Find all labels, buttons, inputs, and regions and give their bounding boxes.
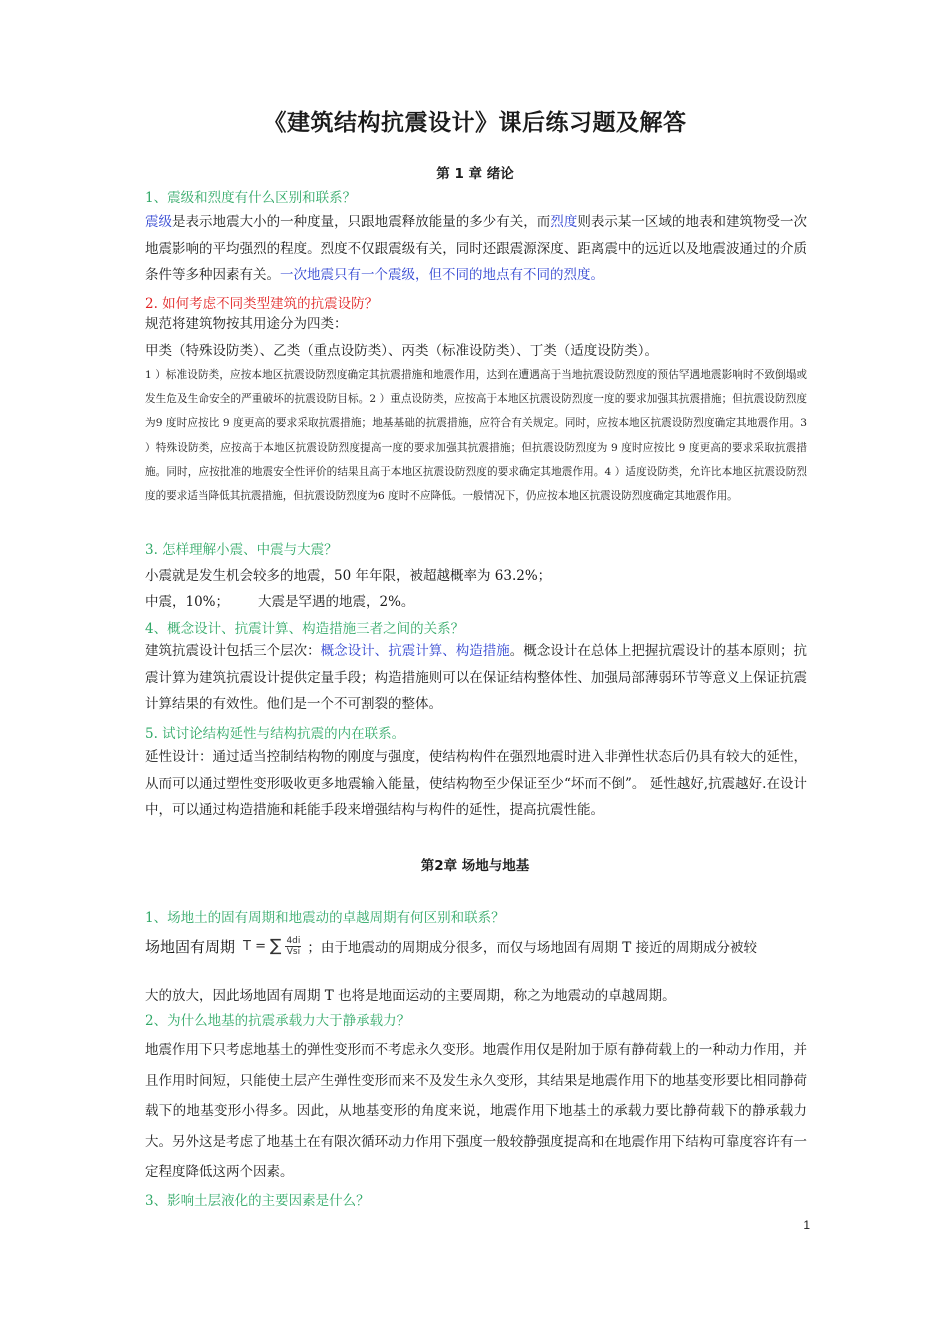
answer-1-1 [145,209,807,289]
sigma-glyph: ∑ [269,935,282,956]
answer-1-2-line2: 甲类（特殊设防类）、乙类（重点设防类）、丙类（标准设防类）、丁类（适度设防类）。 [145,343,658,359]
question-1-5: 5. 试讨论结构延性与结构抗震的内在联系。 [145,726,406,742]
answer-1-4 [145,638,807,718]
fraction-numerator: 4di [286,935,301,946]
question-1-1: 1、震级和烈度有什么区别和联系？ [145,190,357,206]
answer-2-2: 地震作用下只考虑地基土的弹性变形而不考虑永久变形。地震作用仅是附加于原有静荷载上的一种动力作用，并且作用时间短，只能使土层产生弹性变形而来不及发生永久变形，其结果是地震作用下的地基变形要比相同静荷载下的地基变形小得多。因此，从地基变形的角度来说，地震作用下地基土的承载力要比静荷载下的静承载力大。另外这是考虑了地基土在有限次循环动力作用下强度一般较静强度提高和在地震作用下结构可靠度容许有一定程度降低这两个因素。 [145,1042,807,1180]
period-formula [145,929,757,963]
question-1-4: 4、概念设计、抗震计算、构造措施三者之间的关系？ [145,621,465,637]
answer-text: 是表示地震大小的一种度量，只跟地震释放能量的多少有关，而 [172,214,551,230]
question-2-3: 3、影响土层液化的主要因素是什么？ [145,1193,370,1209]
question-1-3: 3. 怎样理解小震、中震与大震？ [145,542,338,558]
fraction-denominator: Vsi [286,946,301,957]
question-2-2: 2、为什么地基的抗震承载力大于静承载力？ [145,1013,411,1029]
answer-text: 。概念设计在总体上把握抗震设计的基本原则；抗震计算为建筑抗震设计提供定量手段；构造措施则可以在保证结构整体性、加强局部薄弱环节等意义上保证抗震计算结果的有效性。他们是一个不可割裂的整体。 [145,643,808,712]
chapter-1-heading: 第 1 章 绪论 [436,166,514,182]
sigma-symbol [269,935,282,956]
highlight-text: 概念设计、抗震计算、构造措施 [320,643,510,659]
formula-explanation: ；由于地震动的周期成分很多，而仅与场地固有周期 T 接近的周期成分被较 [307,940,757,956]
answer-1-3-line1: 小震就是发生机会较多的地震，50 年年限，被超越概率为 63.2%； [145,568,552,584]
term-intensity: 烈度 [550,214,578,230]
document-title: 《建筑结构抗震设计》课后练习题及解答 [263,110,687,136]
answer-2-1-line2: 大的放大，因此场地固有周期 T 也将是地面运动的主要周期，称之为地震动的卓越周期。 [145,988,676,1004]
answer-text: 建筑抗震设计包括三个层次： [145,643,321,659]
answer-1-2-line1: 规范将建筑物按其用途分为四类： [145,316,348,332]
formula-expression [243,936,301,957]
question-1-2: 2. 如何考虑不同类型建筑的抗震设防？ [145,296,379,312]
answer-1-5: 延性设计：通过适当控制结构物的刚度与强度，使结构构件在强烈地震时进入非弹性状态后仍具有较大的延性，从而可以通过塑性变形吸收更多地震输入能量，使结构物至少保证至少“坏而不倒”。 延性越好,抗震越好.在设计中，可以通过构造措施和耗能手段来增强结构与构件的延性，提高抗震性能。 [145,749,807,818]
question-2-1: 1、场地土的固有周期和地震动的卓越周期有何区别和联系？ [145,910,505,926]
highlight-text: 一次地震只有一个震级，但不同的地点有不同的烈度。 [280,267,604,283]
answer-1-2-detail: 1 ）标准设防类，应按本地区抗震设防烈度确定其抗震措施和地震作用，达到在遭遇高于当地抗震设防烈度的预估罕遇地震影响时不致倒塌或发生危及生命安全的严重破坏的抗震设防目标。2 ）重点设防类，应按高于本地区抗震设防烈度一度的要求加强其抗震措施；但抗震设防烈度为9 度时应按比 9 度更高的要求采取抗震措施；地基基础的抗震措施，应符合有关规定。同时，应按本地区抗震设防烈度确定其地震作用。3 ）特殊设防类，应按高于本地区抗震设防烈度提高一度的要求加强其抗震措施；但抗震设防烈度为 9 度时应按比 9 度更高的要求采取抗震措施。同时，应按批准的地震安全性评价的结果且高于本地区抗震设防烈度的要求确定其地震作用。4 ）适度设防类，允许比本地区抗震设防烈度的要求适当降低其抗震措施，但抗震设防烈度为6 度时不应降低。一般情况下，仍应按本地区抗震设防烈度确定其地震作用。 [145,369,807,503]
answer-1-3-line2b: 大震是罕遇的地震，2%。 [258,594,415,610]
term-magnitude: 震级 [145,214,173,230]
formula-lhs: T = [243,938,266,954]
formula-label: 场地固有周期 [145,937,236,956]
answer-text: 则表示某一区域的地表和建筑物受一次地震影响的平均强烈的程度。烈度不仅跟震级有关，同时还跟震源深度、距离震中的远近以及地震波通过的介质条件等多种因素有关。 [145,214,808,283]
chapter-2-heading: 第2章 场地与地基 [420,858,530,874]
formula-fraction [285,936,301,957]
answer-1-3-line2a: 中震，10%； [145,594,230,610]
page-number: 1 [803,1218,810,1232]
